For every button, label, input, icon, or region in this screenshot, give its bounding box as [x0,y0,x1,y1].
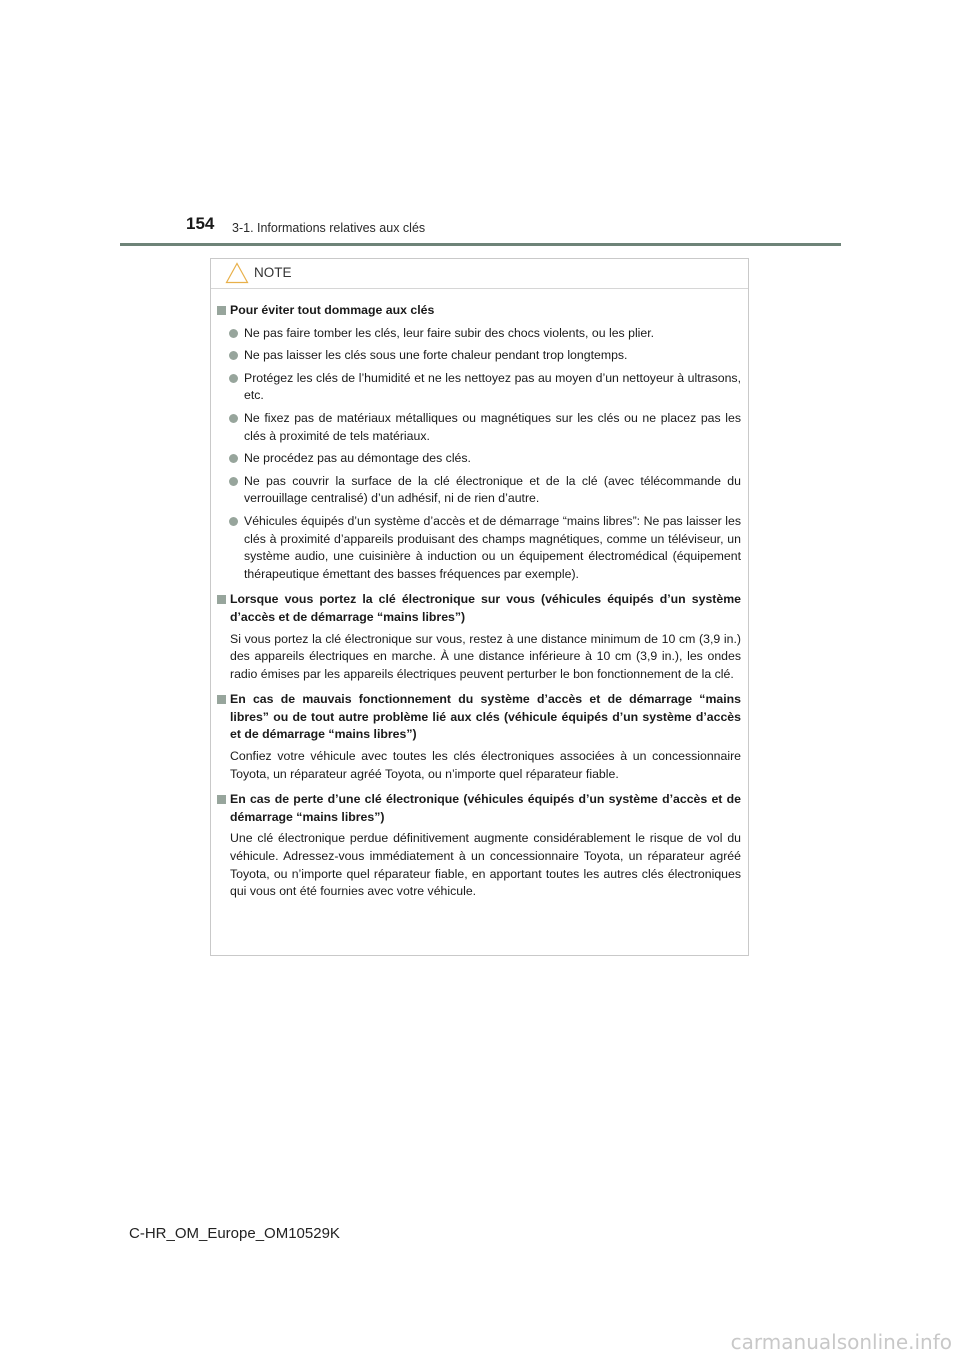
circle-bullet-icon [229,374,238,383]
square-bullet-icon [217,306,226,315]
section-text: Une clé électronique perdue définitivement augmente considérablement le risque de vol du véhicule. Adressez-vous immédiatement à un concessionnaire Toyota, un réparateur agréé Toyota, ou n’importe quel réparateur fiable, en apportant toutes les autres clés électroniques qui vous ont été fournies avec votre véhicule. [230,831,741,899]
footer-code: C-HR_OM_Europe_OM10529K [129,1225,340,1242]
section-heading: Lorsque vous portez la clé électronique sur vous (véhicules équipés d’un système d’accès et de démarrage “mains libres”) [217,591,741,626]
circle-bullet-icon [229,351,238,360]
page-number: 154 [186,214,215,233]
circle-bullet-icon [229,517,238,526]
section-heading: En cas de perte d’une clé électronique (véhicules équipés d’un système d’accès et de démarrage “mains libres”) [217,791,741,826]
section-title: 3-1. Informations relatives aux clés [232,221,426,235]
list-item: Ne procédez pas au démontage des clés. [217,450,741,468]
list-item: Véhicules équipés d’un système d’accès et de démarrage “mains libres”: Ne pas laisser les clés à proximité d’appareils produisant des champs magnétiques, comme un téléviseur, un système audio, une cuisinière à induction ou un équipement électromédical (équipement thérapeutique émettant des basses fréquences par exemple). [217,513,741,583]
list-item: Protégez les clés de l’humidité et ne les nettoyez pas au moyen d’un nettoyeur à ultrasons, etc. [217,370,741,405]
note-body [211,289,748,901]
note-box [210,258,749,956]
watermark: carmanualsonline.info [730,1330,952,1354]
circle-bullet-icon [229,454,238,463]
section-text: Confiez votre véhicule avec toutes les clés électroniques associées à un concessionnaire Toyota, un réparateur agréé Toyota, ou n’importe quel réparateur fiable. [230,749,741,781]
square-bullet-icon [217,695,226,704]
square-bullet-icon [217,795,226,804]
section-heading: En cas de mauvais fonctionnement du système d’accès et de démarrage “mains libres” ou de tout autre problème lié aux clés (véhicule équipés d’un système d’accès et de démarrage “mains libres”) [217,691,741,744]
square-bullet-icon [217,595,226,604]
note-section-damage [217,302,741,583]
note-label: NOTE [254,265,292,280]
section-heading: Pour éviter tout dommage aux clés [217,302,741,320]
bullet-list [217,325,741,584]
note-header [211,259,748,289]
note-section-malfunction [217,691,741,783]
list-item: Ne pas laisser les clés sous une forte chaleur pendant trop longtemps. [217,347,741,365]
circle-bullet-icon [229,477,238,486]
note-section-carrying-key [217,591,741,683]
circle-bullet-icon [229,329,238,338]
list-item: Ne fixez pas de matériaux métalliques ou magnétiques sur les clés ou ne placez pas les clés à proximité de tels matériaux. [217,410,741,445]
section-text: Si vous portez la clé électronique sur vous, restez à une distance minimum de 10 cm (3,9 in.) des appareils électriques en marche. À une distance inférieure à 10 cm (3,9 in.), les ondes radio émises par les appareils électriques peuvent perturber le bon fonctionnement de la clé. [230,631,741,681]
header-rule [120,243,841,246]
note-section-lost-key [217,791,741,901]
circle-bullet-icon [229,414,238,423]
list-item: Ne pas couvrir la surface de la clé électronique et de la clé (avec télécommande du verrouillage centralisé) d’un adhésif, ni de rien d’autre. [217,473,741,508]
list-item: Ne pas faire tomber les clés, leur faire subir des chocs violents, ou les plier. [217,325,741,343]
warning-triangle-icon [225,262,249,284]
